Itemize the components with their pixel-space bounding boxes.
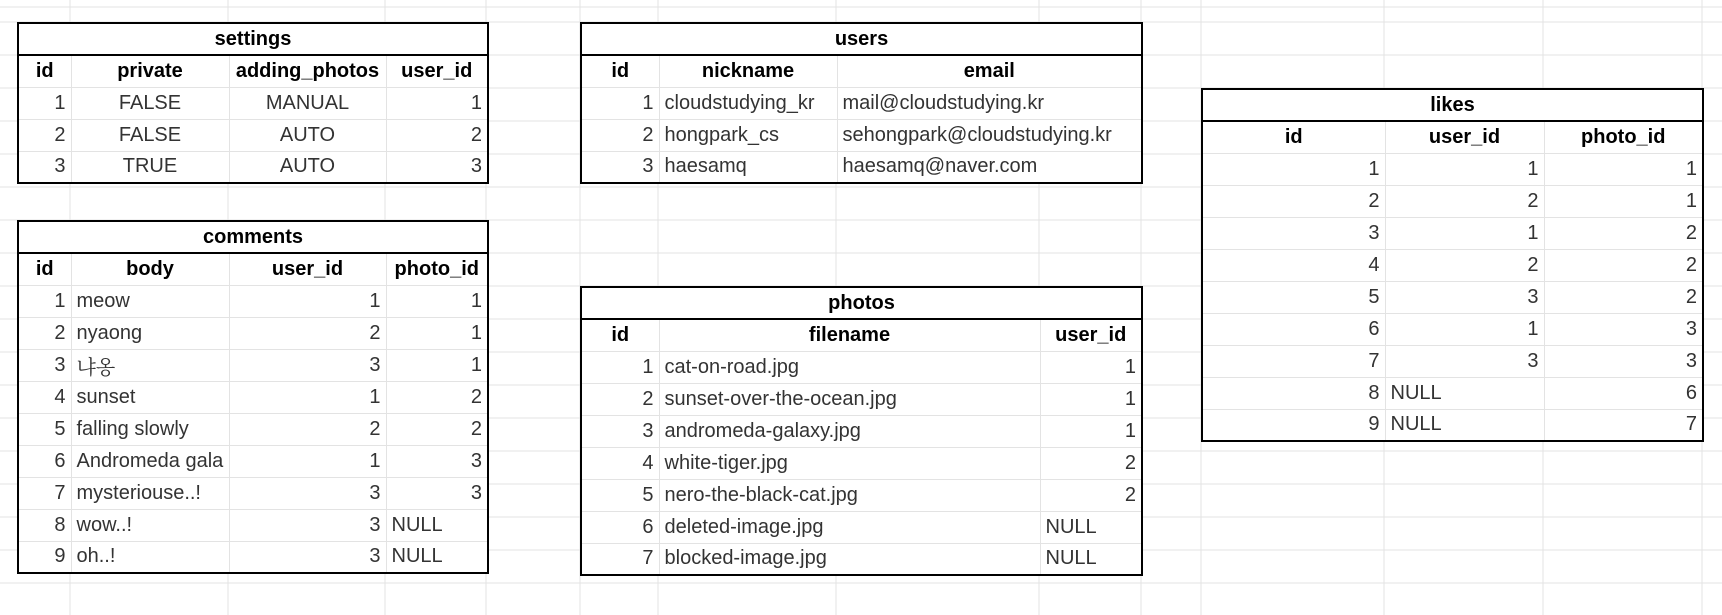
- table-row: [18, 285, 488, 317]
- column-header[interactable]: body: [71, 253, 229, 285]
- table-title[interactable]: comments: [18, 221, 488, 253]
- table-row: [18, 445, 488, 477]
- table-row: [1202, 249, 1703, 281]
- column-header[interactable]: id: [581, 55, 659, 87]
- table-row: [1202, 377, 1703, 409]
- table-cell[interactable]: NULL: [1385, 409, 1544, 441]
- table-cell[interactable]: 1: [581, 351, 659, 383]
- table-cell[interactable]: 9: [18, 541, 71, 573]
- table-cell[interactable]: 8: [1202, 377, 1385, 409]
- table-cell[interactable]: 3: [229, 349, 386, 381]
- table-cell[interactable]: 5: [581, 479, 659, 511]
- table-cell[interactable]: 3: [18, 349, 71, 381]
- table-cell[interactable]: 1: [1385, 313, 1544, 345]
- table-row: [581, 543, 1142, 575]
- table-row: [18, 413, 488, 445]
- table-cell[interactable]: 1: [1544, 185, 1703, 217]
- table-cell[interactable]: AUTO: [229, 151, 386, 183]
- settings-table: [17, 22, 489, 184]
- table-cell[interactable]: 3: [1385, 345, 1544, 377]
- table-cell[interactable]: 7: [18, 477, 71, 509]
- table-row: [18, 541, 488, 573]
- table-row: [18, 477, 488, 509]
- table-cell[interactable]: 1: [1385, 153, 1544, 185]
- table-cell[interactable]: 4: [1202, 249, 1385, 281]
- table-cell[interactable]: 2: [386, 119, 488, 151]
- table-row: [18, 349, 488, 381]
- table-cell[interactable]: wow..!: [71, 509, 229, 541]
- table-cell[interactable]: hongpark_cs: [659, 119, 837, 151]
- table-cell[interactable]: 3: [18, 151, 71, 183]
- table-row: [1202, 313, 1703, 345]
- table-cell[interactable]: 2: [1544, 217, 1703, 249]
- table-cell[interactable]: 1: [386, 87, 488, 119]
- table-cell[interactable]: 1: [1040, 415, 1142, 447]
- table-cell[interactable]: 1: [1040, 383, 1142, 415]
- table-cell[interactable]: 4: [18, 381, 71, 413]
- table-cell[interactable]: sunset: [71, 381, 229, 413]
- table-row: [18, 509, 488, 541]
- table-row: [581, 351, 1142, 383]
- table-row: [1202, 217, 1703, 249]
- table-cell[interactable]: 2: [229, 413, 386, 445]
- table-cell[interactable]: TRUE: [71, 151, 229, 183]
- table-cell[interactable]: 3: [386, 151, 488, 183]
- table-cell[interactable]: NULL: [1040, 511, 1142, 543]
- table-cell[interactable]: 8: [18, 509, 71, 541]
- table-cell[interactable]: cat-on-road.jpg: [659, 351, 1040, 383]
- table-cell[interactable]: 7: [581, 543, 659, 575]
- table-cell[interactable]: 2: [386, 413, 488, 445]
- table-cell[interactable]: 2: [581, 383, 659, 415]
- table-cell[interactable]: 2: [386, 381, 488, 413]
- table-cell[interactable]: 1: [386, 317, 488, 349]
- table-row: [18, 87, 488, 119]
- table-cell[interactable]: 3: [1544, 345, 1703, 377]
- table-row: [581, 383, 1142, 415]
- table-cell[interactable]: 2: [18, 317, 71, 349]
- table-cell[interactable]: 1: [1202, 153, 1385, 185]
- table-cell[interactable]: NULL: [1040, 543, 1142, 575]
- table-cell[interactable]: 1: [1544, 153, 1703, 185]
- column-header[interactable]: photo_id: [386, 253, 488, 285]
- column-header[interactable]: private: [71, 55, 229, 87]
- table-row: [1202, 281, 1703, 313]
- column-header[interactable]: filename: [659, 319, 1040, 351]
- table-cell[interactable]: 5: [18, 413, 71, 445]
- table-cell[interactable]: NULL: [386, 541, 488, 573]
- table-cell[interactable]: 1: [229, 381, 386, 413]
- table-cell[interactable]: NULL: [386, 509, 488, 541]
- table-cell[interactable]: andromeda-galaxy.jpg: [659, 415, 1040, 447]
- table-cell[interactable]: 1: [1385, 217, 1544, 249]
- column-header[interactable]: email: [837, 55, 1142, 87]
- table-cell[interactable]: 6: [581, 511, 659, 543]
- table-cell[interactable]: 7: [1544, 409, 1703, 441]
- column-header[interactable]: id: [581, 319, 659, 351]
- column-header[interactable]: nickname: [659, 55, 837, 87]
- column-header[interactable]: photo_id: [1544, 121, 1703, 153]
- table-cell[interactable]: 3: [229, 541, 386, 573]
- table-cell[interactable]: 9: [1202, 409, 1385, 441]
- table-cell[interactable]: oh..!: [71, 541, 229, 573]
- table-row: [581, 151, 1142, 183]
- table-cell[interactable]: Andromeda gala: [71, 445, 229, 477]
- table-row: [1202, 409, 1703, 441]
- table-row: [1202, 153, 1703, 185]
- column-header[interactable]: user_id: [1385, 121, 1544, 153]
- table-cell[interactable]: nero-the-black-cat.jpg: [659, 479, 1040, 511]
- table-cell[interactable]: 1: [229, 445, 386, 477]
- table-cell[interactable]: 2: [1040, 479, 1142, 511]
- table-cell[interactable]: 4: [581, 447, 659, 479]
- table-cell[interactable]: cloudstudying_kr: [659, 87, 837, 119]
- table-cell[interactable]: 3: [229, 509, 386, 541]
- table-cell[interactable]: haesamq@naver.com: [837, 151, 1142, 183]
- table-cell[interactable]: 2: [1040, 447, 1142, 479]
- table-cell[interactable]: 6: [1202, 313, 1385, 345]
- table-cell[interactable]: mysteriouse..!: [71, 477, 229, 509]
- table-cell[interactable]: 2: [581, 119, 659, 151]
- table-cell[interactable]: meow: [71, 285, 229, 317]
- table-cell[interactable]: 3: [386, 445, 488, 477]
- column-header[interactable]: id: [18, 253, 71, 285]
- table-row: [1202, 345, 1703, 377]
- column-header[interactable]: id: [18, 55, 71, 87]
- table-cell[interactable]: 3: [1385, 281, 1544, 313]
- table-cell[interactable]: AUTO: [229, 119, 386, 151]
- table-title[interactable]: settings: [18, 23, 488, 55]
- likes-table: [1201, 88, 1704, 442]
- table-cell[interactable]: MANUAL: [229, 87, 386, 119]
- table-cell[interactable]: 3: [386, 477, 488, 509]
- table-cell[interactable]: sehongpark@cloudstudying.kr: [837, 119, 1142, 151]
- table-cell[interactable]: 2: [229, 317, 386, 349]
- table-cell[interactable]: 7: [1202, 345, 1385, 377]
- table-row: [18, 151, 488, 183]
- table-cell[interactable]: NULL: [1385, 377, 1544, 409]
- table-cell[interactable]: 3: [229, 477, 386, 509]
- table-row: [581, 415, 1142, 447]
- table-cell[interactable]: 1: [581, 87, 659, 119]
- table-cell[interactable]: 2: [1202, 185, 1385, 217]
- table-cell[interactable]: 3: [581, 151, 659, 183]
- table-cell[interactable]: white-tiger.jpg: [659, 447, 1040, 479]
- table-cell[interactable]: haesamq: [659, 151, 837, 183]
- table-cell[interactable]: 냐옹: [71, 349, 229, 381]
- table-row: [581, 87, 1142, 119]
- table-row: [581, 511, 1142, 543]
- column-header[interactable]: user_id: [229, 253, 386, 285]
- table-cell[interactable]: 1: [386, 349, 488, 381]
- table-cell[interactable]: 1: [18, 285, 71, 317]
- table-cell[interactable]: 1: [386, 285, 488, 317]
- table-cell[interactable]: falling slowly: [71, 413, 229, 445]
- column-header[interactable]: user_id: [386, 55, 488, 87]
- table-row: [581, 479, 1142, 511]
- table-title[interactable]: photos: [581, 287, 1142, 319]
- table-row: [18, 317, 488, 349]
- table-cell[interactable]: nyaong: [71, 317, 229, 349]
- table-title[interactable]: users: [581, 23, 1142, 55]
- table-row: [581, 447, 1142, 479]
- table-cell[interactable]: 2: [1385, 249, 1544, 281]
- table-cell[interactable]: 6: [18, 445, 71, 477]
- table-cell[interactable]: mail@cloudstudying.kr: [837, 87, 1142, 119]
- table-cell[interactable]: 5: [1202, 281, 1385, 313]
- table-cell[interactable]: 3: [1544, 313, 1703, 345]
- table-cell[interactable]: 2: [1544, 249, 1703, 281]
- table-cell[interactable]: 3: [1202, 217, 1385, 249]
- photos-table: [580, 286, 1143, 576]
- table-row: [1202, 185, 1703, 217]
- comments-table: [17, 220, 489, 574]
- table-cell[interactable]: deleted-image.jpg: [659, 511, 1040, 543]
- table-cell[interactable]: FALSE: [71, 119, 229, 151]
- table-cell[interactable]: sunset-over-the-ocean.jpg: [659, 383, 1040, 415]
- column-header[interactable]: adding_photos: [229, 55, 386, 87]
- table-cell[interactable]: 2: [1544, 281, 1703, 313]
- table-row: [18, 381, 488, 413]
- table-cell[interactable]: 2: [1385, 185, 1544, 217]
- users-table: [580, 22, 1143, 184]
- table-row: [18, 119, 488, 151]
- table-cell[interactable]: 1: [1040, 351, 1142, 383]
- table-row: [581, 119, 1142, 151]
- table-cell[interactable]: blocked-image.jpg: [659, 543, 1040, 575]
- column-header[interactable]: user_id: [1040, 319, 1142, 351]
- table-cell[interactable]: 6: [1544, 377, 1703, 409]
- table-cell[interactable]: 3: [581, 415, 659, 447]
- table-cell[interactable]: 1: [18, 87, 71, 119]
- table-cell[interactable]: 1: [229, 285, 386, 317]
- table-cell[interactable]: 2: [18, 119, 71, 151]
- column-header[interactable]: id: [1202, 121, 1385, 153]
- table-cell[interactable]: FALSE: [71, 87, 229, 119]
- table-title[interactable]: likes: [1202, 89, 1703, 121]
